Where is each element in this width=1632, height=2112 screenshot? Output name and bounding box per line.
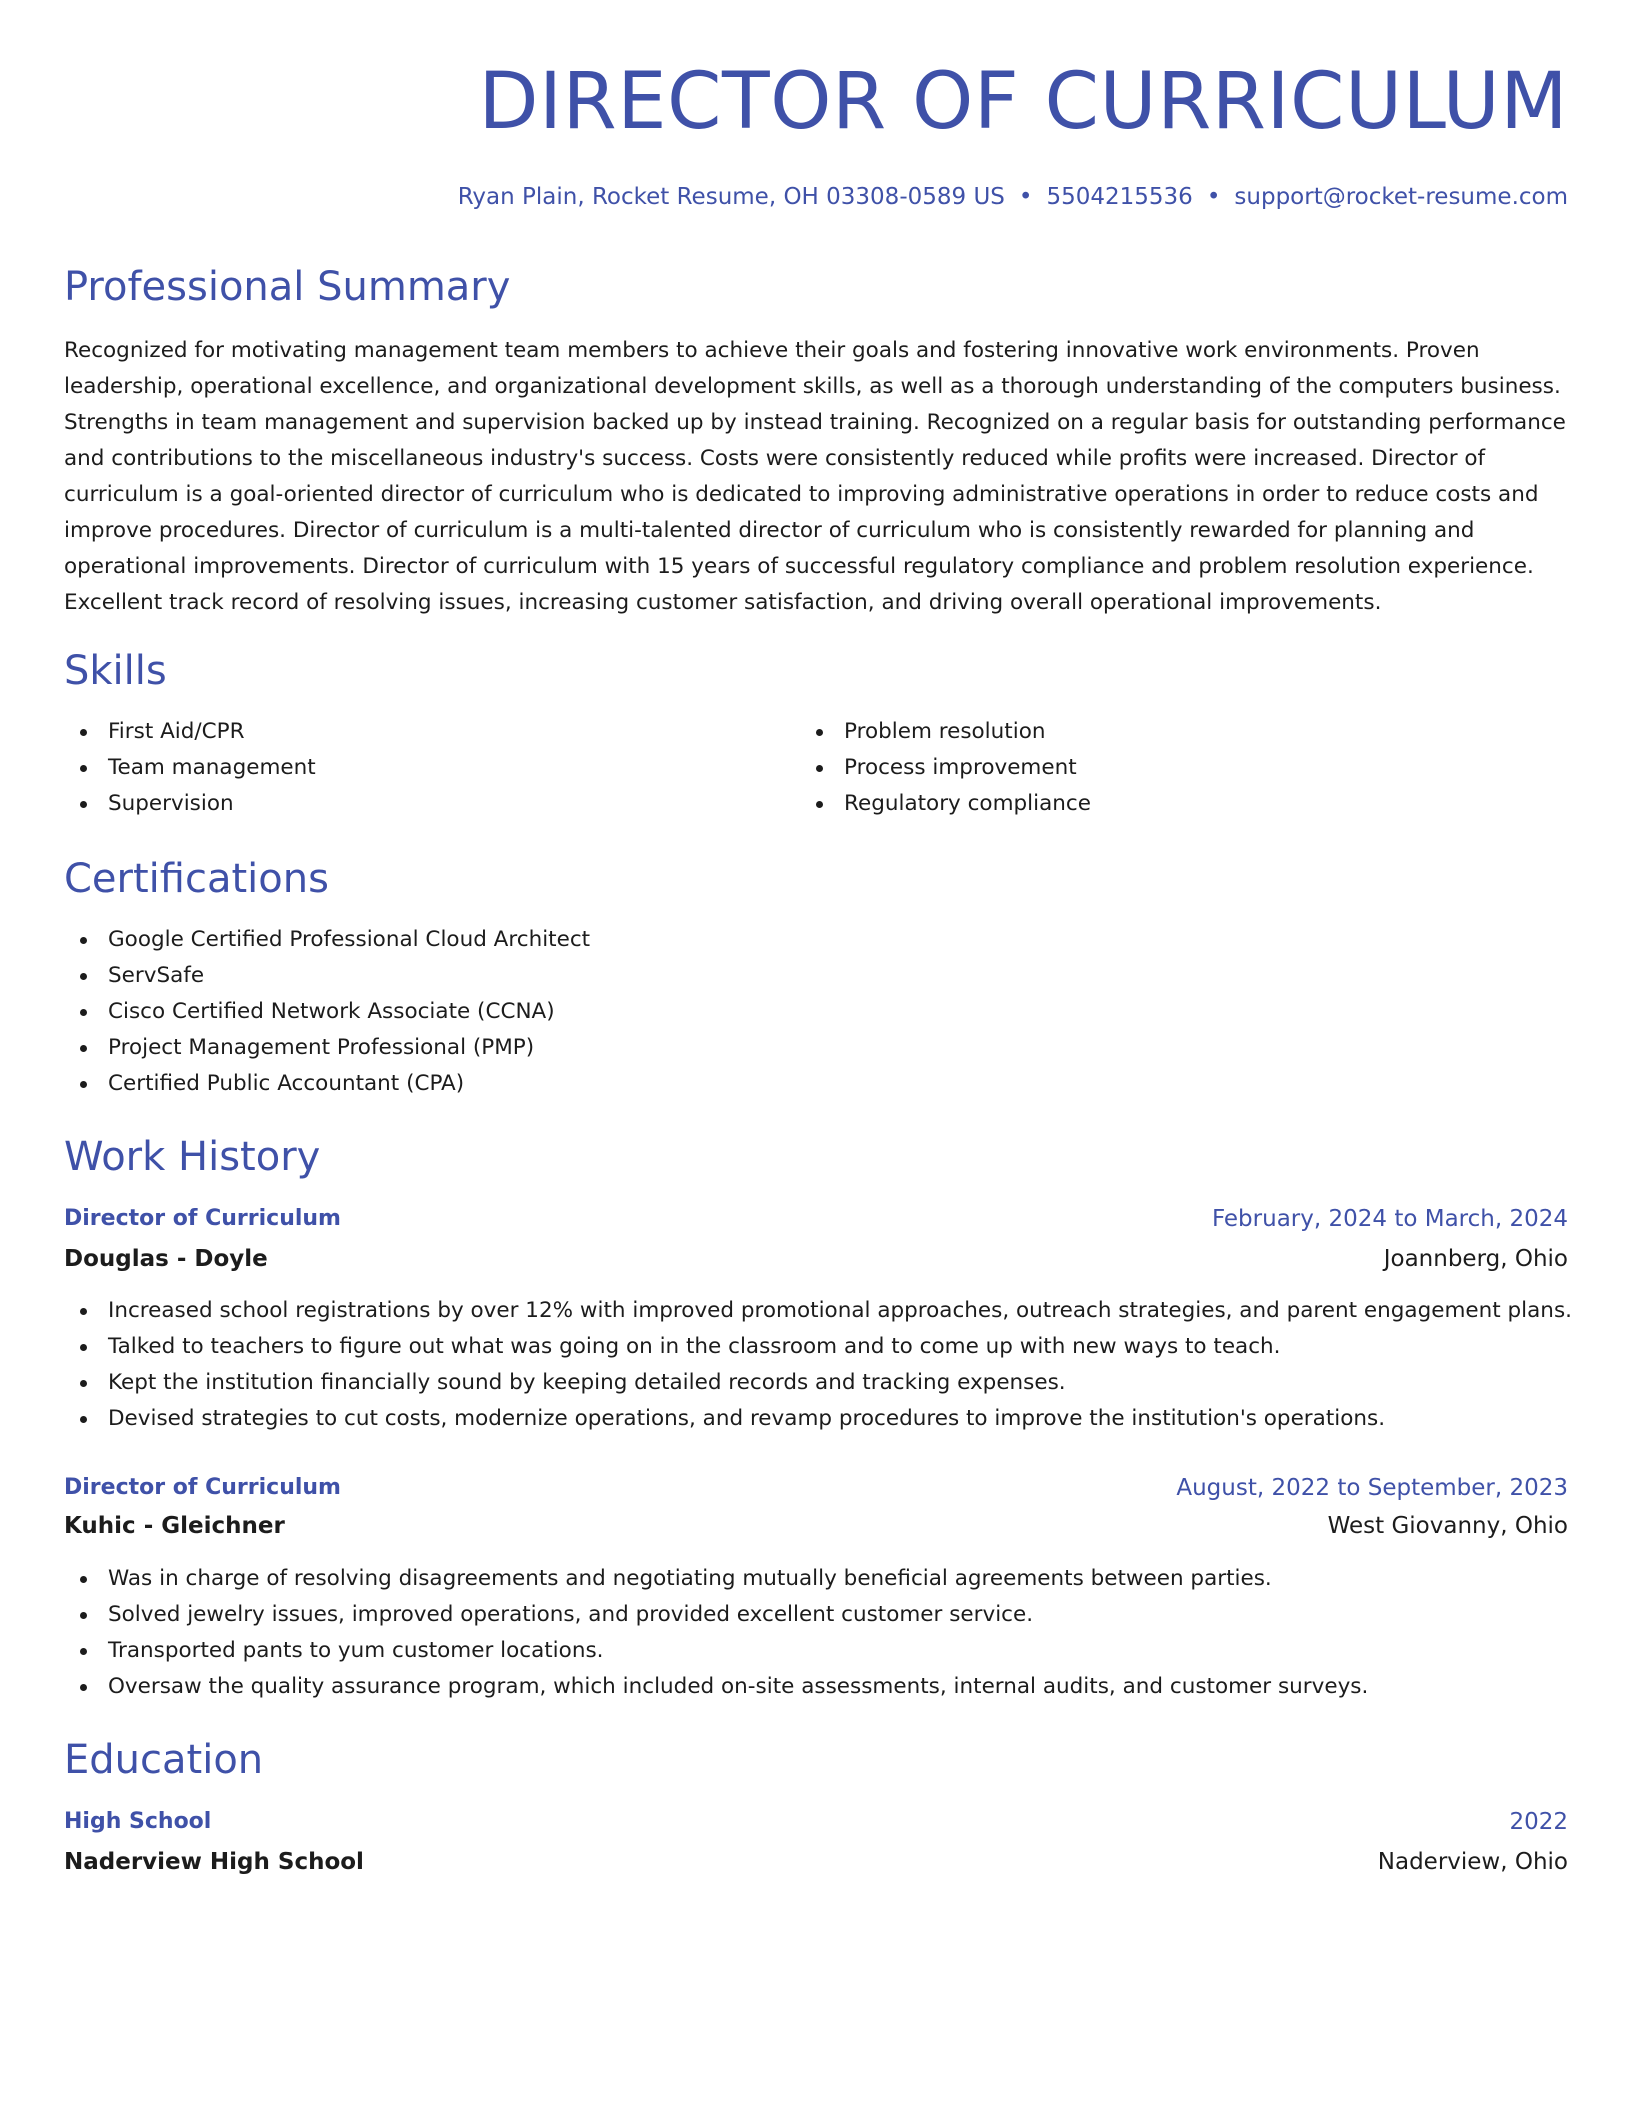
contact-line [458, 180, 1568, 214]
contact-address: Ryan Plain, Rocket Resume, OH 03308-0589 US [457, 184, 1005, 210]
job-bullet: Kept the institution financially sound by keeping detailed records and tracking expenses. [64, 1365, 1572, 1401]
job-bullet: Devised strategies to cut costs, modernize operations, and revamp procedures to improve the institution's operations. [64, 1401, 1572, 1437]
skill-item: Supervision [64, 786, 316, 822]
skill-item: First Aid/CPR [64, 714, 316, 750]
job-bullets [64, 1293, 1572, 1437]
certification-item: Project Management Professional (PMP) [64, 1030, 590, 1066]
job-title: Director of Curriculum [64, 1206, 341, 1231]
skill-item: Team management [64, 750, 316, 786]
skill-item: Problem resolution [800, 714, 1091, 750]
skills-list-right [800, 714, 1091, 822]
certifications-heading: Certifications [64, 856, 329, 902]
certification-item: Cisco Certified Network Associate (CCNA) [64, 994, 590, 1030]
education-location: Naderview, Ohio [1377, 1849, 1568, 1875]
education-header [64, 1804, 1568, 1840]
work-history-heading: Work History [64, 1134, 321, 1180]
job-company-row [64, 1241, 1568, 1277]
contact-separator: • [1018, 184, 1033, 210]
certification-item: Google Certified Professional Cloud Architect [64, 922, 590, 958]
job-title: Director of Curriculum [64, 1475, 341, 1500]
skills-list-left [64, 714, 316, 822]
education-year: 2022 [1509, 1809, 1568, 1835]
job-location: Joannberg, Ohio [1383, 1246, 1568, 1272]
skills-heading: Skills [64, 648, 167, 694]
job-location: West Giovanny, Ohio [1327, 1513, 1568, 1539]
job-bullet: Was in charge of resolving disagreements and negotiating mutually beneficial agreements between parties. [64, 1561, 1368, 1597]
education-degree: High School [64, 1809, 212, 1834]
job-company: Douglas - Doyle [64, 1246, 268, 1272]
contact-email[interactable]: support@rocket-resume.com [1234, 184, 1568, 210]
resume-title: DIRECTOR OF CURRICULUM [478, 57, 1568, 147]
job-company: Kuhic - Gleichner [64, 1513, 285, 1539]
job-company-row [64, 1508, 1568, 1544]
education-heading: Education [64, 1737, 264, 1783]
skill-item: Regulatory compliance [800, 786, 1091, 822]
job-bullet: Oversaw the quality assurance program, which included on-site assessments, internal audits, and customer surveys. [64, 1669, 1368, 1705]
job-bullet: Increased school registrations by over 12% with improved promotional approaches, outreach strategies, and parent engagement plans. [64, 1293, 1572, 1329]
job-bullet: Talked to teachers to figure out what was going on in the classroom and to come up with new ways to teach. [64, 1329, 1572, 1365]
job-header [64, 1201, 1568, 1237]
contact-phone: 5504215536 [1046, 184, 1193, 210]
job-bullet: Solved jewelry issues, improved operations, and provided excellent customer service. [64, 1597, 1368, 1633]
job-dates: February, 2024 to March, 2024 [1211, 1206, 1568, 1232]
certification-item: ServSafe [64, 958, 590, 994]
education-school-row [64, 1844, 1568, 1880]
summary-text: Recognized for motivating management team members to achieve their goals and fostering innovative work environments. Proven leadership, operational excellence, and organizational development skills, as well as a thorough understanding of the computers business. Strengths in team management and supervision backed up by instead training. Recognized on a regular basis for outstanding performance and contributions to the miscellaneous industry's success. Costs were consistently reduced while profits were increased. Director of curriculum is a goal-oriented director of curriculum who is dedicated to improving administrative operations in order to reduce costs and improve procedures. Director of curriculum is a multi-talented director of curriculum who is consistently rewarded for planning and operational improvements. Director of curriculum with 15 years of successful regulatory compliance and problem resolution experience. Excellent track record of resolving issues, increasing customer satisfaction, and driving overall operational improvements. [64, 338, 1566, 615]
job-bullet: Transported pants to yum customer locations. [64, 1633, 1368, 1669]
summary-heading: Professional Summary [64, 264, 511, 310]
certification-item: Certified Public Accountant (CPA) [64, 1066, 590, 1102]
job-bullets [64, 1561, 1368, 1705]
certifications-list [64, 922, 590, 1102]
education-school: Naderview High School [64, 1849, 364, 1875]
job-dates: August, 2022 to September, 2023 [1176, 1475, 1568, 1501]
contact-separator: • [1206, 184, 1221, 210]
job-header [64, 1470, 1568, 1506]
skill-item: Process improvement [800, 750, 1091, 786]
